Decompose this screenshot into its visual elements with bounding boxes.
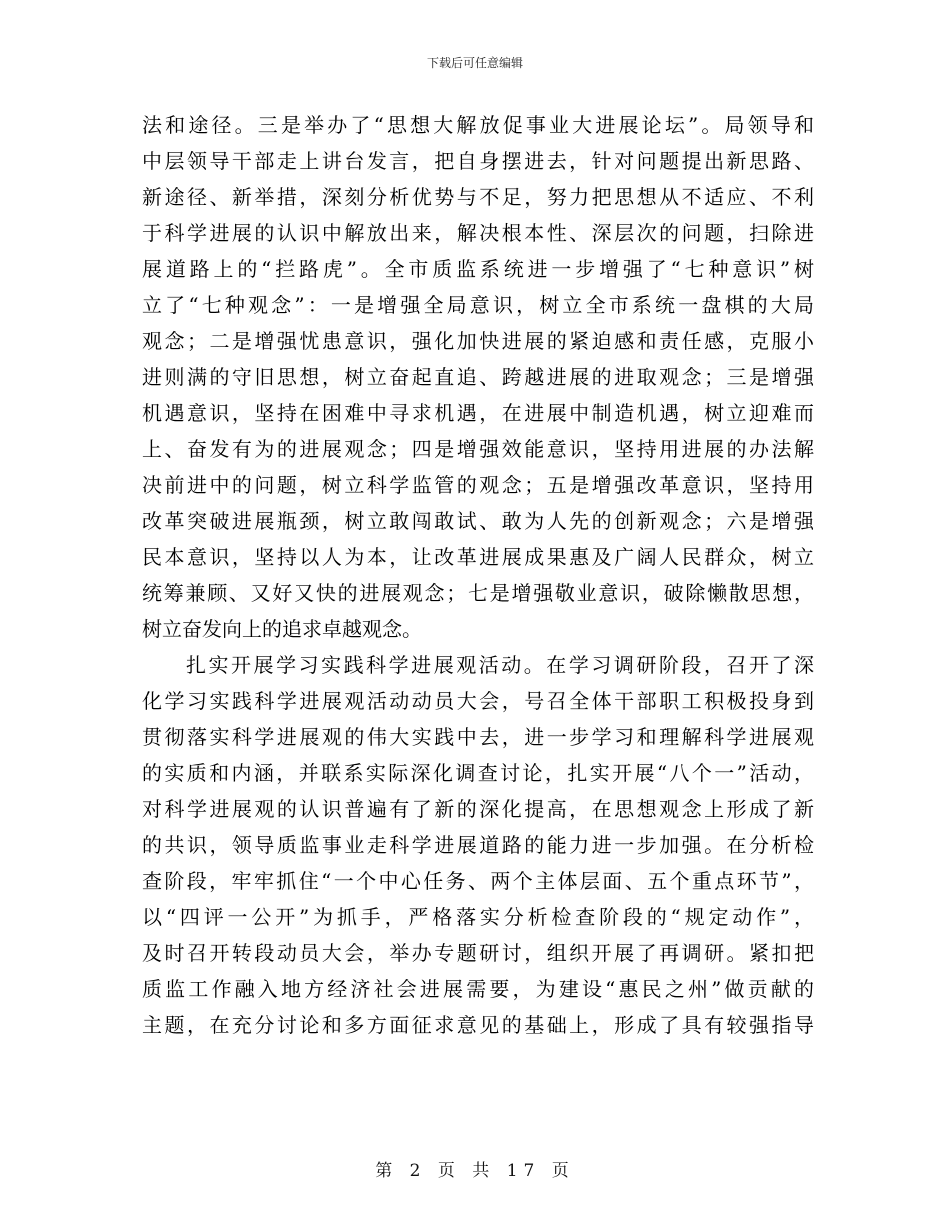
paragraph-1 [142, 107, 814, 647]
page-number-footer: 第 2 页 共 17 页 [375, 1161, 575, 1181]
text-line: 对科学进展观的认识普遍有了新的深化提高，在思想观念上形成了新 [142, 797, 814, 821]
text-line: 观念；二是增强忧患意识，强化加快进展的紧迫感和责任感，克服小 [142, 329, 814, 353]
page-header: 下载后可任意编辑 [426, 56, 523, 70]
text-line: 质监工作融入地方经济社会进展需要，为建设“惠民之州”做贡献的 [142, 977, 814, 1001]
text-line: 的实质和内涵，并联系实际深化调查讨论，扎实开展“八个一”活动， [142, 761, 814, 785]
text-line: 贯彻落实科学进展观的伟大实践中去，进一步学习和理解科学进展观 [142, 725, 814, 749]
text-line: 化学习实践科学进展观活动动员大会，号召全体干部职工积极投身到 [142, 689, 814, 713]
text-line: 上、奋发有为的进展观念；四是增强效能意识，坚持用进展的办法解 [142, 437, 814, 461]
text-line: 及时召开转段动员大会，举办专题研讨，组织开展了再调研。紧扣把 [142, 941, 814, 965]
text-line: 中层领导干部走上讲台发言，把自身摆进去，针对问题提出新思路、 [142, 149, 814, 173]
text-line: 于科学进展的认识中解放出来，解决根本性、深层次的问题，扫除进 [142, 221, 814, 245]
text-line: 民本意识，坚持以人为本，让改革进展成果惠及广阔人民群众，树立 [142, 545, 814, 569]
text-line: 树立奋发向上的追求卓越观念。 [142, 617, 422, 641]
text-line: 新途径、新举措，深刻分析优势与不足，努力把思想从不适应、不利 [142, 185, 814, 209]
paragraph-2 [142, 647, 814, 1043]
text-line: 主题，在充分讨论和多方面征求意见的基础上，形成了具有较强指导 [142, 1013, 814, 1037]
text-line: 扎实开展学习实践科学进展观活动。在学习调研阶段，召开了深 [186, 653, 814, 677]
text-line: 查阶段，牢牢抓住“一个中心任务、两个主体层面、五个重点环节”， [142, 869, 814, 893]
text-line: 以“四评一公开”为抓手，严格落实分析检查阶段的“规定动作”， [142, 905, 814, 929]
document-body [142, 107, 814, 1043]
text-line: 机遇意识，坚持在困难中寻求机遇，在进展中制造机遇，树立迎难而 [142, 401, 814, 425]
text-line: 统筹兼顾、又好又快的进展观念；七是增强敬业意识，破除懒散思想， [142, 581, 814, 605]
text-line: 改革突破进展瓶颈，树立敢闯敢试、敢为人先的创新观念；六是增强 [142, 509, 814, 533]
text-line: 的共识，领导质监事业走科学进展道路的能力进一步加强。在分析检 [142, 833, 814, 857]
text-line: 展道路上的“拦路虎”。全市质监系统进一步增强了“七种意识”树 [142, 257, 814, 281]
text-line: 决前进中的问题，树立科学监管的观念；五是增强改革意识，坚持用 [142, 473, 814, 497]
text-line: 立了“七种观念”：一是增强全局意识，树立全市系统一盘棋的大局 [142, 293, 814, 317]
text-line: 法和途径。三是举办了“思想大解放促事业大进展论坛”。局领导和 [142, 113, 814, 137]
text-line: 进则满的守旧思想，树立奋起直追、跨越进展的进取观念；三是增强 [142, 365, 814, 389]
